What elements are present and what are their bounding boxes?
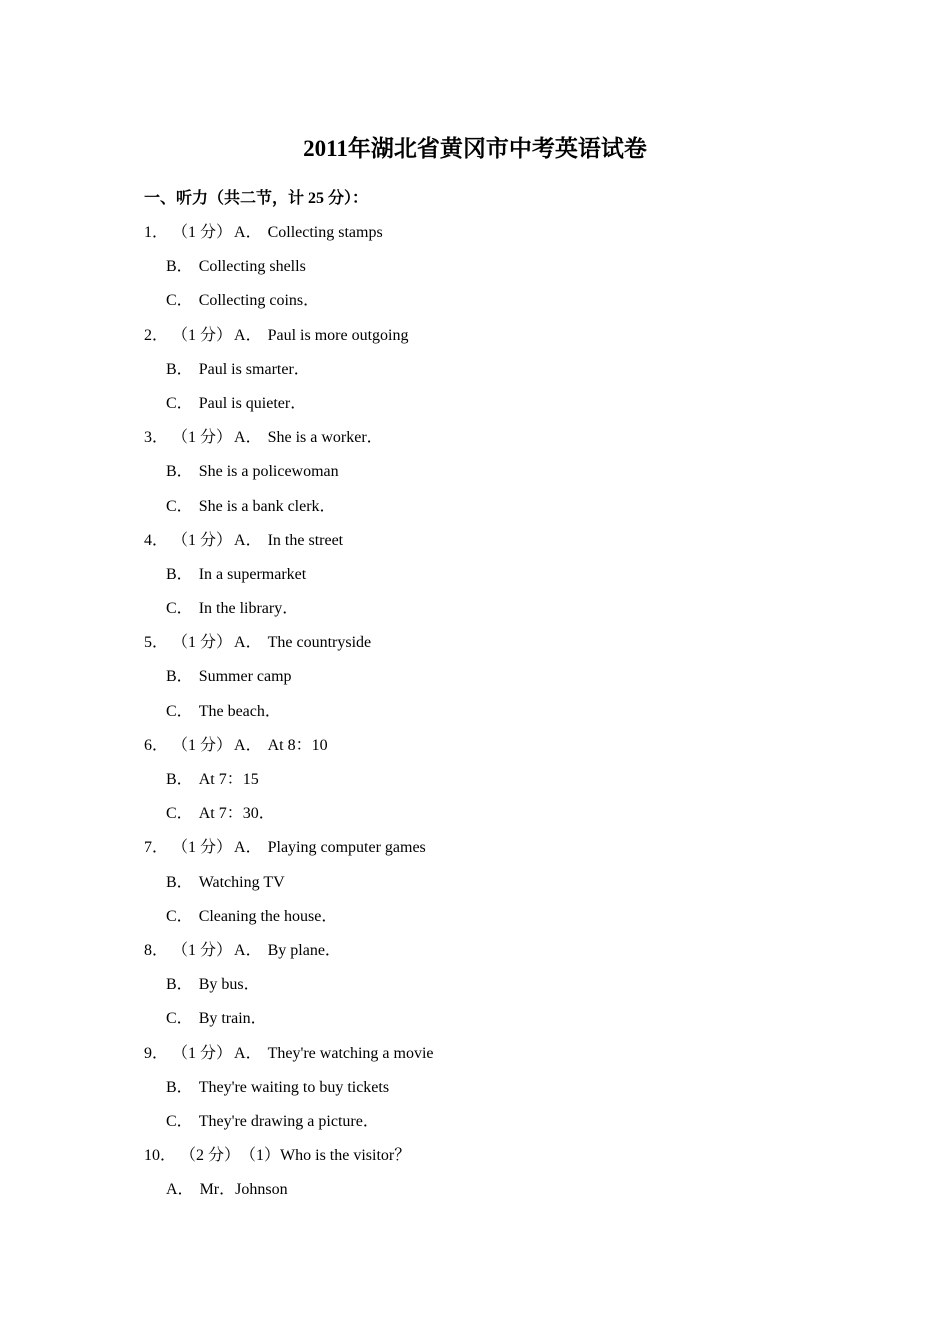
question-4-option-c	[144, 596, 434, 630]
option-text: Playing computer games	[267, 839, 426, 857]
option-letter: B．	[166, 976, 193, 994]
option-letter: C．	[166, 1112, 193, 1130]
option-letter: C．	[166, 394, 193, 412]
option-text: She is a policewoman	[198, 463, 339, 481]
question-score: （1 分）	[172, 326, 233, 344]
question-1	[144, 220, 434, 254]
question-number: 10．	[144, 1147, 177, 1165]
option-text: Collecting shells	[198, 258, 306, 276]
option-text: By train．	[198, 1010, 267, 1028]
option-letter: A．	[234, 1044, 262, 1062]
question-number: 3．	[144, 429, 169, 447]
option-text: By plane．	[267, 941, 341, 959]
option-text: The beach．	[198, 702, 281, 720]
option-letter: C．	[166, 292, 193, 310]
option-text: They're watching a movie	[267, 1044, 434, 1062]
question-1-option-c	[144, 288, 434, 322]
option-text: Watching TV	[198, 873, 285, 891]
question-number: 7．	[144, 839, 169, 857]
question-2-option-c	[144, 391, 434, 425]
option-letter: A．	[234, 224, 262, 241]
question-score: （1 分）	[172, 634, 233, 652]
question-3-option-b	[144, 459, 434, 493]
option-text: Collecting coins．	[198, 292, 320, 310]
question-number: 8．	[144, 941, 169, 959]
option-text: The countryside	[267, 634, 372, 652]
question-5-option-b	[144, 664, 434, 698]
question-8	[144, 938, 434, 972]
option-text: She is a bank clerk．	[198, 497, 336, 515]
question-score: （1 分）	[172, 736, 233, 754]
option-text: By bus．	[198, 976, 260, 994]
option-text: Mr．Johnson	[199, 1181, 288, 1199]
option-letter: C．	[166, 702, 193, 720]
option-letter: A．	[234, 736, 262, 754]
option-letter: A．	[234, 429, 262, 447]
option-letter: B．	[166, 873, 193, 891]
option-text: Paul is smarter．	[198, 360, 310, 378]
option-text: Paul is more outgoing	[267, 326, 409, 344]
sub-question-text: （1）Who is the visitor？	[240, 1147, 411, 1165]
option-letter: A．	[166, 1181, 194, 1199]
question-7	[144, 835, 434, 869]
option-letter: B．	[166, 668, 193, 686]
option-text: Summer camp	[198, 668, 292, 686]
option-letter: A．	[234, 634, 262, 652]
question-6	[144, 733, 434, 767]
question-score: （1 分）	[172, 1044, 233, 1062]
question-number: 9．	[144, 1044, 169, 1062]
option-text: Cleaning the house．	[198, 907, 338, 925]
question-6-option-b	[144, 767, 434, 801]
question-score: （2 分）	[180, 1147, 241, 1165]
question-number: 2．	[144, 326, 169, 344]
option-text: In a supermarket	[198, 565, 307, 583]
question-number: 1．	[144, 224, 169, 241]
question-number: 4．	[144, 531, 169, 549]
question-3	[144, 425, 434, 459]
question-8-option-c	[144, 1006, 434, 1040]
question-10-option-a	[144, 1177, 434, 1211]
option-letter: A．	[234, 839, 262, 857]
question-7-option-c	[144, 904, 434, 938]
question-number: 6．	[144, 736, 169, 754]
option-letter: A．	[234, 531, 262, 549]
option-letter: B．	[166, 565, 193, 583]
option-text: They're waiting to buy tickets	[198, 1078, 390, 1096]
option-letter: B．	[166, 258, 193, 276]
question-4	[144, 528, 434, 562]
question-9-option-b	[144, 1075, 434, 1109]
question-2-option-b	[144, 357, 434, 391]
option-letter: B．	[166, 463, 193, 481]
option-letter: C．	[166, 600, 193, 618]
question-score: （1 分）	[172, 224, 233, 241]
option-text: She is a worker．	[267, 429, 383, 447]
question-score: （1 分）	[172, 941, 233, 959]
option-letter: C．	[166, 1010, 193, 1028]
question-score: （1 分）	[172, 531, 233, 549]
option-text: In the library．	[198, 600, 299, 618]
exam-title: 2011年湖北省黄冈市中考英语试卷	[303, 136, 647, 161]
question-1-option-b	[144, 254, 434, 288]
question-score: （1 分）	[172, 429, 233, 447]
question-2	[144, 323, 434, 357]
option-text: Collecting stamps	[267, 224, 383, 241]
option-letter: B．	[166, 771, 193, 788]
question-5	[144, 630, 434, 664]
question-9	[144, 1041, 434, 1075]
option-letter: B．	[166, 360, 193, 378]
question-score: （1 分）	[172, 839, 233, 857]
question-list	[144, 220, 434, 1211]
option-letter: C．	[166, 805, 193, 823]
question-5-option-c	[144, 699, 434, 733]
option-text: At 7：30．	[198, 805, 275, 823]
option-text: They're drawing a picture．	[198, 1112, 379, 1130]
question-3-option-c	[144, 494, 434, 528]
option-letter: C．	[166, 497, 193, 515]
option-letter: A．	[234, 326, 262, 344]
question-8-option-b	[144, 972, 434, 1006]
question-7-option-b	[144, 870, 434, 904]
question-6-option-c	[144, 801, 434, 835]
question-4-option-b	[144, 562, 434, 596]
option-text: At 7：15	[198, 771, 259, 788]
question-9-option-c	[144, 1109, 434, 1143]
option-text: At 8：10	[267, 736, 328, 754]
question-10	[144, 1143, 434, 1177]
option-letter: A．	[234, 941, 262, 959]
option-text: In the street	[267, 531, 344, 549]
option-letter: C．	[166, 907, 193, 925]
option-text: Paul is quieter．	[198, 394, 307, 412]
option-letter: B．	[166, 1078, 193, 1096]
section-heading-listening: 一、听力（共二节，计 25 分）：	[144, 190, 369, 207]
question-number: 5．	[144, 634, 169, 652]
